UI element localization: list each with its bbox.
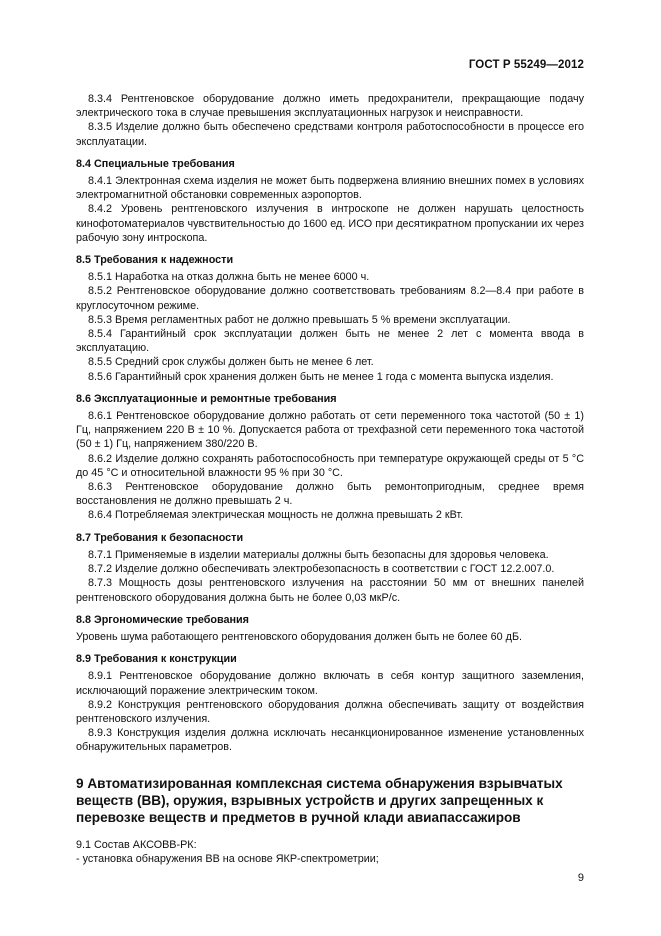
clause-8-5-5: 8.5.5 Средний срок службы должен быть не менее 6 лет. [88,356,374,369]
clause-8-5-1: 8.5.1 Наработка на отказ должна быть не менее 6000 ч. [88,271,370,284]
clause-8-9-2: 8.9.2 Конструкция рентгеновского оборудования должна обеспечивать защиту от воздействия рентгеновского излучения. [76,698,584,725]
clause-8-6-4: 8.6.4 Потребляемая электрическая мощность не должна превышать 2 кВт. [88,509,464,522]
clause-8-5-2: 8.5.2 Рентгеновское оборудование должно соответствовать требованиям 8.2—8.4 при работе в круглосуточном режиме. [76,285,584,312]
page-number: 9 [577,872,584,884]
clause-8-7-1: 8.7.1 Применяемые в изделии материалы должны быть безопасны для здоровья человека. [88,548,549,561]
heading-8-9: 8.9 Требования к конструкции [76,653,237,666]
clause-8-6-3: 8.6.3 Рентгеновское оборудование должно быть ремонтопригодным, среднее время восстановления не должно превышать 2 ч. [76,481,584,508]
clause-8-7-2: 8.7.2 Изделие должно обеспечивать электробезопасность в соответствии с ГОСТ 12.2.007.0. [88,563,555,576]
clause-8-5-4: 8.5.4 Гарантийный срок эксплуатации должен быть не менее 2 лет с момента ввода в эксплуатацию. [76,328,584,355]
heading-8-7: 8.7 Требования к безопасности [76,531,244,544]
heading-8-6: 8.6 Эксплуатационные и ремонтные требования [76,392,337,405]
heading-8-5: 8.5 Требования к надежности [76,254,234,267]
standard-header: ГОСТ Р 55249—2012 [468,59,584,71]
heading-8-8: 8.8 Эргономические требования [76,613,249,626]
clause-8-4-1: 8.4.1 Электронная схема изделия не может быть подвержена влиянию внешних помех в условиях электромагнитной обстановки современных аэропортов. [76,175,584,202]
clause-8-9-3: 8.9.3 Конструкция изделия должна исключать несанкционированное изменение установленных обнаружительных параметров. [76,727,584,754]
clause-8-9-1: 8.9.1 Рентгеновское оборудование должно включать в себя контур защитного заземления, исключающий поражение электрическим током. [76,670,584,697]
clause-8-7-3: 8.7.3 Мощность дозы рентгеновского излучения на расстоянии 50 мм от внешних панелей рентгеновского оборудования должна быть не более 0,03 мкР/с. [76,577,584,604]
clause-8-3-4: 8.3.4 Рентгеновское оборудование должно иметь предохранители, прекращающие подачу электрического тока в случае превышения эксплуатационных нагрузок и неисправности. [76,93,584,120]
clause-8-3-5: 8.3.5 Изделие должно быть обеспечено средствами контроля работоспособности в процессе его эксплуатации. [76,121,584,148]
clause-8-5-3: 8.5.3 Время регламентных работ не должно превышать 5 % времени эксплуатации. [88,313,511,326]
clause-9-1: 9.1 Состав АКСОВВ-РК: [76,839,197,852]
clause-8-4-2: 8.4.2 Уровень рентгеновского излучения в интроскопе не должен нарушать целостность кинофотоматериалов чувствительностью до 1600 ед. ИСО при десятикратном пропускании их через рабочую зону интроскопа. [76,203,584,244]
clause-8-6-1: 8.6.1 Рентгеновское оборудование должно работать от сети переменного тока частотой (50 ± 1) Гц, напряжением 220 В ± 10 %. Допускается работа от трехфазной сети переменного тока частотой (50 ± 1) Гц, напряжением 380/220 В. [76,410,584,451]
document-body [76,92,584,867]
section-9-title: 9 Автоматизированная комплексная система обнаружения взрывчатых веществ (ВВ), оружия, взрывных устройств и других запрещенных к перевозке веществ и предметов в ручной клади авиапассажиров [76,775,563,825]
heading-8-4: 8.4 Специальные требования [76,157,235,170]
clause-8-8-text: Уровень шума работающего рентгеновского оборудования должен быть не более 60 дБ. [76,630,523,643]
list-item-nmr-unit: - установка обнаружения ВВ на основе ЯКР-спектрометрии; [76,853,379,866]
clause-8-6-2: 8.6.2 Изделие должно сохранять работоспособность при температуре окружающей среды от 5 °С до 45 °С и относительной влажности 95 % при 30 °С. [76,452,584,479]
clause-8-5-6: 8.5.6 Гарантийный срок хранения должен быть не менее 1 года с момента выпуска изделия. [88,370,554,383]
